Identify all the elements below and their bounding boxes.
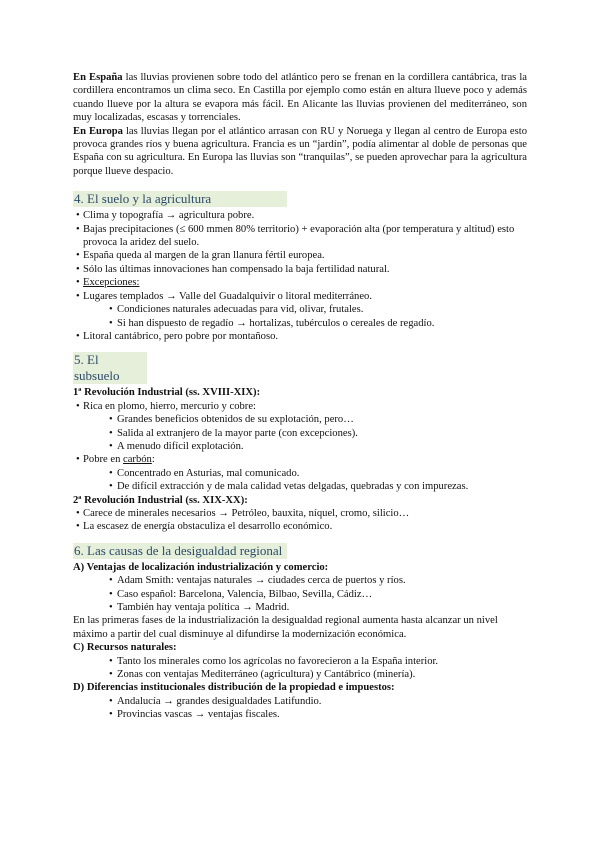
sub-list-item: • Tanto los minerales como los agrícolas no favorecieron a la España interior. bbox=[73, 655, 527, 668]
lead-europa: En Europa bbox=[73, 125, 123, 137]
text-espana: las lluvias provienen sobre todo del atlántico pero se frenan en la cordillera cantábrica, tras la cordillera encontramos un clima seco. En Castilla por ejemplo como están en altura llueve poco y además cuando llueve por la altura se evapora más fácil. En Alicante las lluvias provienen del mediterráneo, son muy localizadas, escasas y torrenciales. bbox=[73, 72, 527, 124]
list-item: • La escasez de energía obstaculiza el desarrollo económico. bbox=[73, 520, 527, 533]
sub-list-item: • Condiciones naturales adecuadas para vid, olivar, frutales. bbox=[73, 303, 527, 316]
list-item: • Lugares templados → Valle del Guadalquivir o litoral mediterráneo. bbox=[73, 290, 527, 303]
document-body bbox=[73, 71, 527, 722]
text-europa: las lluvias llegan por el atlántico arrasan con RU y Noruega y llegan al centro de Europa esto provoca grandes ríos y buena agricultura. Francia es un “jardín”, podía alimentar al doble de personas que España con su agricultura. En Europa las lluvias son “tranquilas”, se pueden aprovechar para la agricultura porque llueve despacio. bbox=[73, 125, 527, 177]
list-item: • Carece de minerales necesarios → Petróleo, bauxita, níquel, cromo, silicio… bbox=[73, 507, 527, 520]
list-item: • Bajas precipitaciones (≤ 600 mmen 80% territorio) + evaporación alta (por temperatura y altitud) esto provoca la aridez del suelo. bbox=[73, 223, 527, 250]
heading-2a-revolucion: 2ª Revolución Industrial (ss. XIX-XX): bbox=[73, 494, 248, 506]
paragraph-europa bbox=[73, 125, 527, 179]
list-item: • Excepciones: bbox=[73, 276, 527, 289]
list-item: • Rica en plomo, hierro, mercurio y cobre: bbox=[73, 400, 527, 413]
sub-list-item: • También hay ventaja política → Madrid. bbox=[73, 601, 527, 614]
list-item: • España queda al margen de la gran llanura fértil europea. bbox=[73, 249, 527, 262]
section-title-suelo: 4. El suelo y la agricultura bbox=[73, 191, 287, 207]
section-title-desigualdad: 6. Las causas de la desigualdad regional bbox=[73, 543, 287, 559]
list-item: • Clima y topografía → agricultura pobre. bbox=[73, 209, 527, 222]
list-item: • Sólo las últimas innovaciones han compensado la baja fertilidad natural. bbox=[73, 263, 527, 276]
heading-c-recursos: C) Recursos naturales: bbox=[73, 642, 177, 654]
sub-list-item: • De difícil extracción y de mala calidad vetas delgadas, quebradas y con impurezas. bbox=[73, 480, 527, 493]
sub-list-item: • Concentrado en Asturias, mal comunicado. bbox=[73, 467, 527, 480]
sub-list-item: • Caso español: Barcelona, Valencia, Bilbao, Sevilla, Cádiz… bbox=[73, 588, 527, 601]
paragraph-fases: En las primeras fases de la industrialización la desigualdad regional aumenta hasta alcanzar un nivel máximo a partir del cual disminuye al difundirse la modernización económica. bbox=[73, 615, 498, 640]
sub-list-item: • Salida al extranjero de la mayor parte (con excepciones). bbox=[73, 427, 527, 440]
sub-list-item: • Si han dispuesto de regadío → hortalizas, tubérculos o cereales de regadío. bbox=[73, 317, 527, 330]
sub-list-item: • A menudo difícil explotación. bbox=[73, 440, 527, 453]
section-title-subsuelo: 5. El subsuelo bbox=[73, 352, 147, 384]
sub-list-item: • Grandes beneficios obtenidos de su explotación, pero… bbox=[73, 413, 527, 426]
sub-list-item: • Provincias vascas → ventajas fiscales. bbox=[73, 708, 527, 721]
heading-a-ventajas: A) Ventajas de localización industrialización y comercio: bbox=[73, 561, 329, 573]
paragraph-espana bbox=[73, 71, 527, 125]
heading-1a-revolucion: 1ª Revolución Industrial (ss. XVIII-XIX): bbox=[73, 387, 261, 399]
list-item: • Litoral cantábrico, pero pobre por montañoso. bbox=[73, 330, 527, 343]
sub-list-item: • Adam Smith: ventajas naturales → ciudades cerca de puertos y ríos. bbox=[73, 574, 527, 587]
sub-list-item: • Zonas con ventajas Mediterráneo (agricultura) y Cantábrico (minería). bbox=[73, 668, 527, 681]
lead-espana: En España bbox=[73, 72, 123, 83]
list-item: • Pobre en carbón: bbox=[73, 453, 527, 466]
sub-list-item: • Andalucía → grandes desigualdades Latifundio. bbox=[73, 695, 527, 708]
heading-d-diferencias: D) Diferencias institucionales distribución de la propiedad e impuestos: bbox=[73, 682, 395, 694]
